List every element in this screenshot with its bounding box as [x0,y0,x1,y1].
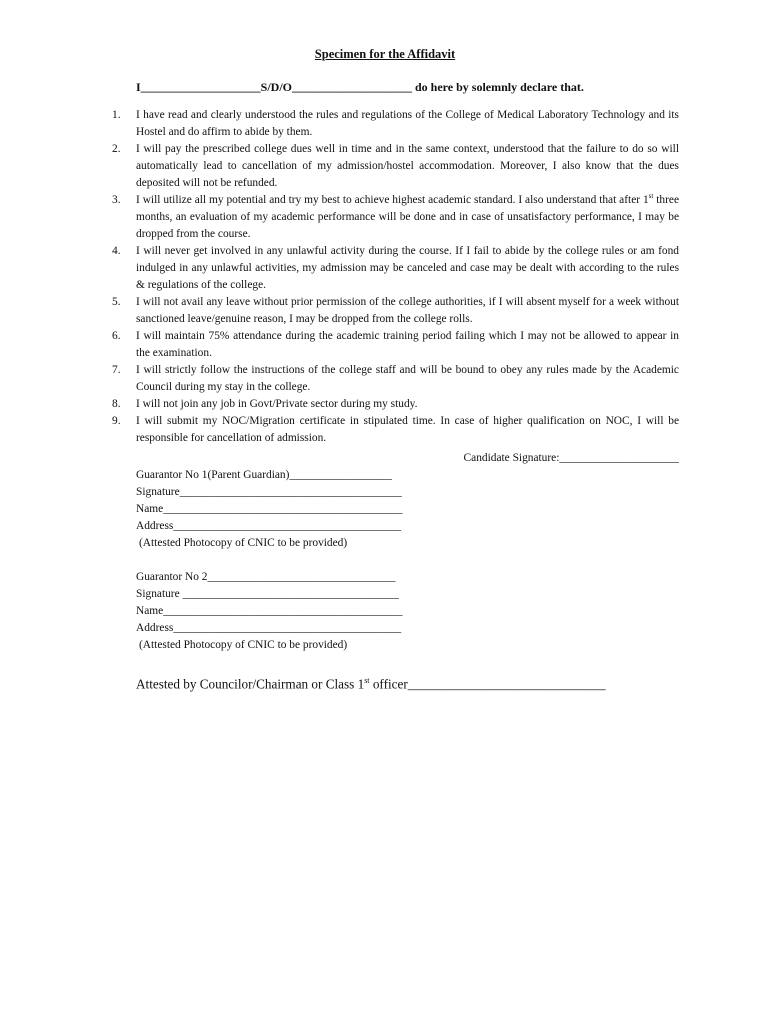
guarantor-1-heading: Guarantor No 1(Parent Guardian)__________________ [136,469,392,481]
clause-5 [112,294,679,328]
affidavit-clauses [112,107,679,447]
guarantor-2-name-line: Name__________________________________________ [136,605,403,618]
clause-text: I will strictly follow the instructions of the college staff and will be bound to obey any rules made by the Academic Council during my stay in the college. [136,364,679,393]
guarantor-2-block [136,569,402,654]
clause-text: I will maintain 75% attendance during the academic training period failing which I may not be allowed to appear in the examination. [136,330,679,359]
clause-3 [112,192,679,243]
guarantor-2-address-line: Address________________________________________ [136,622,402,635]
declaration-line: I____________________S/D/O____________________ do here by solemnly declare that. [136,80,584,94]
guarantor-1-signature-line: Signature_______________________________________ [136,486,402,499]
clause-text: I will pay the prescribed college dues well in time and in the same context, understood that the failure to do so will automatically lead to cancellation of my admission/hostel accommodation. Moreover, I also know that the dues deposited will not be refunded. [136,143,679,189]
guarantor-2-signature-line: Signature ______________________________________ [136,588,399,601]
clause-number: 5. [112,296,121,308]
guarantor-1-address-line: Address________________________________________ [136,520,402,533]
attestation-text-a: Attested by Councilor/Chairman or Class 1 [136,676,365,692]
clause-number: 7. [112,364,121,376]
clause-number: 9. [112,415,121,427]
clause-9 [112,413,679,447]
clause-text-b: three months, an evaluation of my academic performance will be done and in case of unsatisfactory performance, I may be dropped from the course. [136,194,679,240]
clause-text: I will submit my NOC/Migration certificate in stipulated time. In case of higher qualification on NOC, I will be responsible for cancellation of admission. [136,415,679,444]
guarantor-1-cnic-note: (Attested Photocopy of CNIC to be provided) [139,537,348,550]
clause-text: I have read and clearly understood the rules and regulations of the College of Medical Laboratory Technology and its Hostel and do affirm to abide by them. [136,109,679,138]
clause-text: I will not avail any leave without prior permission of the college authorities, if I will absent myself for a week without sanctioned leave/genuine reason, I may be dropped from the college rolls. [136,296,679,325]
clause-text: I will never get involved in any unlawful activity during the course. If I fail to abide by the college rules or am fond indulged in any unlawful activities, my admission may be canceled and case may be dealt with according to the rules & regulations of the college. [136,245,679,291]
clause-superscript: st [648,192,654,201]
clause-text-a: I will utilize all my potential and try my best to achieve highest academic standard. I also understand that after 1 [136,194,649,206]
attestation-text-b: officer______________________________ [369,676,606,692]
clause-text: I will not join any job in Govt/Private sector during my study. [136,398,418,410]
candidate-signature-line: Candidate Signature:_____________________ [463,452,679,464]
attestation-line [136,676,606,692]
clause-8 [112,396,679,413]
clause-1 [112,107,679,141]
clause-number: 6. [112,330,121,342]
clause-number: 2. [112,143,121,155]
clause-6 [112,328,679,362]
clause-7 [112,362,679,396]
clause-number: 4. [112,245,121,257]
clause-number: 3. [112,194,121,206]
clause-number: 8. [112,398,121,410]
attestation-superscript: st [364,676,370,685]
guarantor-1-name-line: Name__________________________________________ [136,503,403,516]
clause-number: 1. [112,109,121,121]
guarantor-2-heading: Guarantor No 2_________________________________ [136,571,396,583]
document-title: Specimen for the Affidavit [314,47,456,61]
clause-2 [112,141,679,192]
guarantor-2-cnic-note: (Attested Photocopy of CNIC to be provided) [139,639,348,652]
guarantor-1-block [136,467,402,552]
clause-4 [112,243,679,294]
